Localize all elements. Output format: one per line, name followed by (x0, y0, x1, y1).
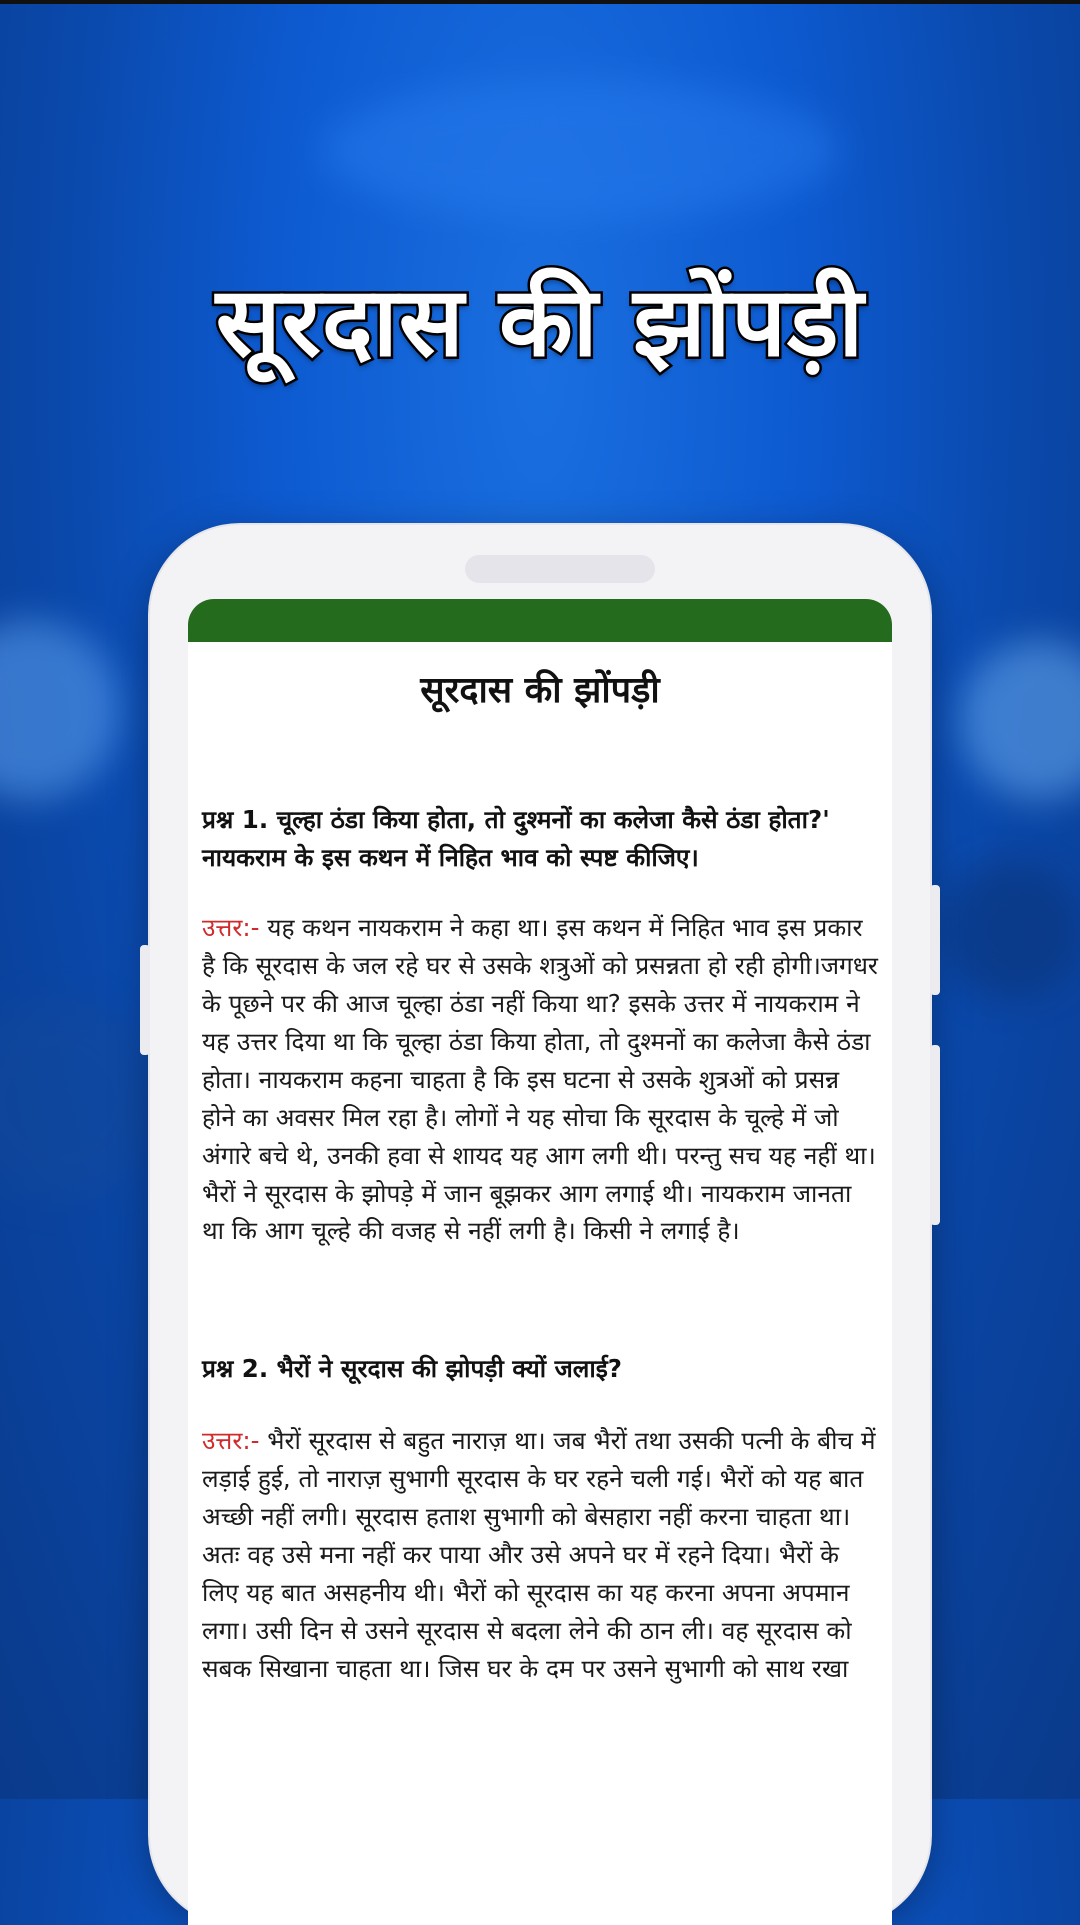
phone-side-button (930, 885, 940, 995)
answer-1 (202, 909, 878, 1251)
bokeh-light (0, 1000, 160, 1200)
question-1: प्रश्न 1. चूल्हा ठंडा किया होता, तो दुश्मनों का कलेजा कैसे ठंडा होता?' नायकराम के इस कथन में निहित भाव को स्पष्ट कीजिए। (202, 804, 830, 872)
phone-side-button (930, 1045, 940, 1225)
bokeh-light (320, 80, 840, 220)
bokeh-light (960, 640, 1080, 800)
phone-side-button (140, 945, 150, 1055)
bokeh-light (940, 860, 1080, 1000)
phone-speaker (465, 555, 655, 583)
answer-2-text: भैरों सूरदास से बहुत नाराज़ था। जब भैरों तथा उसकी पत्नी के बीच में लड़ाई हुई, तो नाराज़ सुभागी सूरदास के घर रहने चली गई। भैरों को यह बात अच्छी नहीं लगी। सूरदास हताश सुभागी को बेसहारा नहीं करना चाहता था। अतः वह उसे मना नहीं कर पाया और उसे अपने घर में रहने दिया। भैरों के लिए यह बात असहनीय थी। भैरों को सूरदास का यह करना अपना अपमान लगा। उसी दिन से उसने सूरदास से बदला लेने की ठान ली। वह सूरदास को सबक सिखाना चाहता था। जिस घर के दम पर उसने सुभागी को साथ रखा (202, 1426, 876, 1684)
phone-screen (188, 599, 892, 1925)
article-title: सूरदास की झोंपड़ी (420, 670, 660, 711)
answer-label: उत्तर:- (202, 912, 260, 942)
answer-label: उत्तर:- (202, 1426, 260, 1456)
phone-mockup (150, 525, 930, 1925)
answer-2 (202, 1422, 878, 1688)
question-2: प्रश्न 2. भैरों ने सूरदास की झोपड़ी क्यों जलाई? (202, 1354, 622, 1384)
article-content[interactable] (188, 668, 892, 1688)
app-header-bar (188, 599, 892, 642)
top-edge (0, 0, 1080, 4)
hero-title: सूरदास की झोंपड़ी (215, 266, 865, 378)
bokeh-light (0, 620, 120, 800)
answer-1-text: यह कथन नायकराम ने कहा था। इस कथन में निहित भाव इस प्रकार है कि सूरदास के जल रहे घर से उसके शत्रुओं को प्रसन्नता हो रही होगी।जगधर के पूछने पर की आज चूल्हा ठंडा नहीं किया था? इसके उत्तर में नायकराम ने यह उत्तर दिया था कि चूल्हा ठंडा किया होता, तो दुश्मनों का कलेजा कैसे ठंडा होता। नायकराम कहना चाहता है कि इस घटना से उसके शुत्रओं को प्रसन्न होने का अवसर मिल रहा है। लोगों ने यह सोचा कि सूरदास के चूल्हे में जो अंगारे बचे थे, उनकी हवा से शायद यह आग लगी थी। परन्तु सच यह नहीं था। भैरों ने सूरदास के झोपड़े में जान बूझकर आग लगाई थी। नायकराम जानता था कि आग चूल्हे की वजह से नहीं लगी है। किसी ने लगाई है। (202, 912, 878, 1246)
